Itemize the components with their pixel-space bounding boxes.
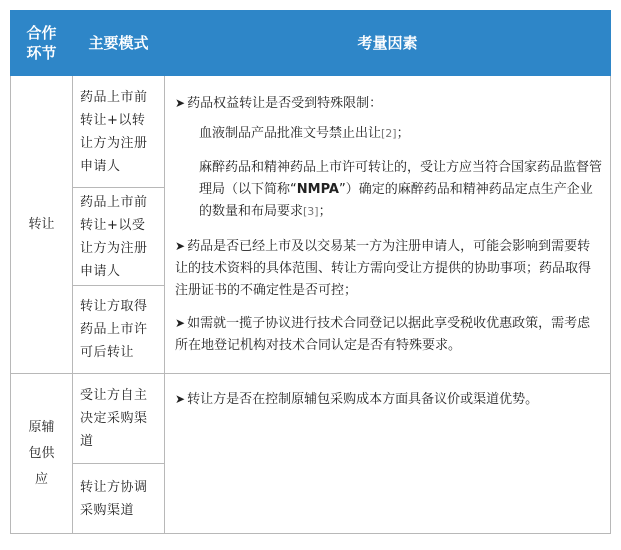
cooperation-table <box>10 10 611 534</box>
stage-cell-transfer: 转让 <box>11 76 73 374</box>
comparison-table-frame <box>10 10 610 540</box>
mode-cell: 受让方自主决定采购渠道 <box>73 374 165 464</box>
stage-cell-materials: 原辅包供应 <box>11 374 73 534</box>
header-factors: 考量因素 <box>165 11 611 76</box>
factors-cell-materials <box>165 374 611 534</box>
factor-bullet: ➤ 药品权益转让是否受到特殊限制： <box>175 96 383 111</box>
factors-cell-transfer <box>165 76 611 374</box>
footnote-ref: [2] <box>381 127 397 140</box>
factor-sub-item: 麻醉药品和精神药品上市许可转让的，受让方应当符合国家药品监督管理局（以下简称“NMPA”）确定的麻醉药品和精神药品定点生产企业的数量和布局要求[3]； <box>199 160 603 219</box>
factor-bullet: ➤ 药品是否已经上市及以交易某一方为注册申请人，可能会影响到需要转让的技术资料的具体范围、转让方需向受让方提供的协助事项；药品取得注册证书的不确定性是否可控； <box>175 239 592 298</box>
arrow-icon: ➤ <box>175 239 186 253</box>
factor-bullet: ➤ 转让方是否在控制原辅包采购成本方面具备议价或渠道优势。 <box>175 392 539 407</box>
mode-cell: 转让方取得药品上市许可后转让 <box>73 286 165 374</box>
arrow-icon: ➤ <box>175 392 186 406</box>
factor-bullet: ➤ 如需就一揽子协议进行技术合同登记以据此享受税收优惠政策，需考虑所在地登记机构对技术合同认定是否有特殊要求。 <box>175 316 591 353</box>
footnote-ref: [3] <box>303 205 319 218</box>
mode-cell: 药品上市前转让+以受让方为注册申请人 <box>73 188 165 286</box>
header-mode: 主要模式 <box>73 11 165 76</box>
table-row <box>11 374 611 464</box>
mode-cell: 转让方协调采购渠道 <box>73 464 165 534</box>
arrow-icon: ➤ <box>175 96 186 110</box>
arrow-icon: ➤ <box>175 316 186 330</box>
header-row <box>11 11 611 76</box>
table-row <box>11 76 611 188</box>
factor-sub-item: 血液制品产品批准文号禁止出让[2]； <box>199 126 410 141</box>
header-stage: 合作环节 <box>11 11 73 76</box>
mode-cell: 药品上市前转让+以转让方为注册申请人 <box>73 76 165 188</box>
